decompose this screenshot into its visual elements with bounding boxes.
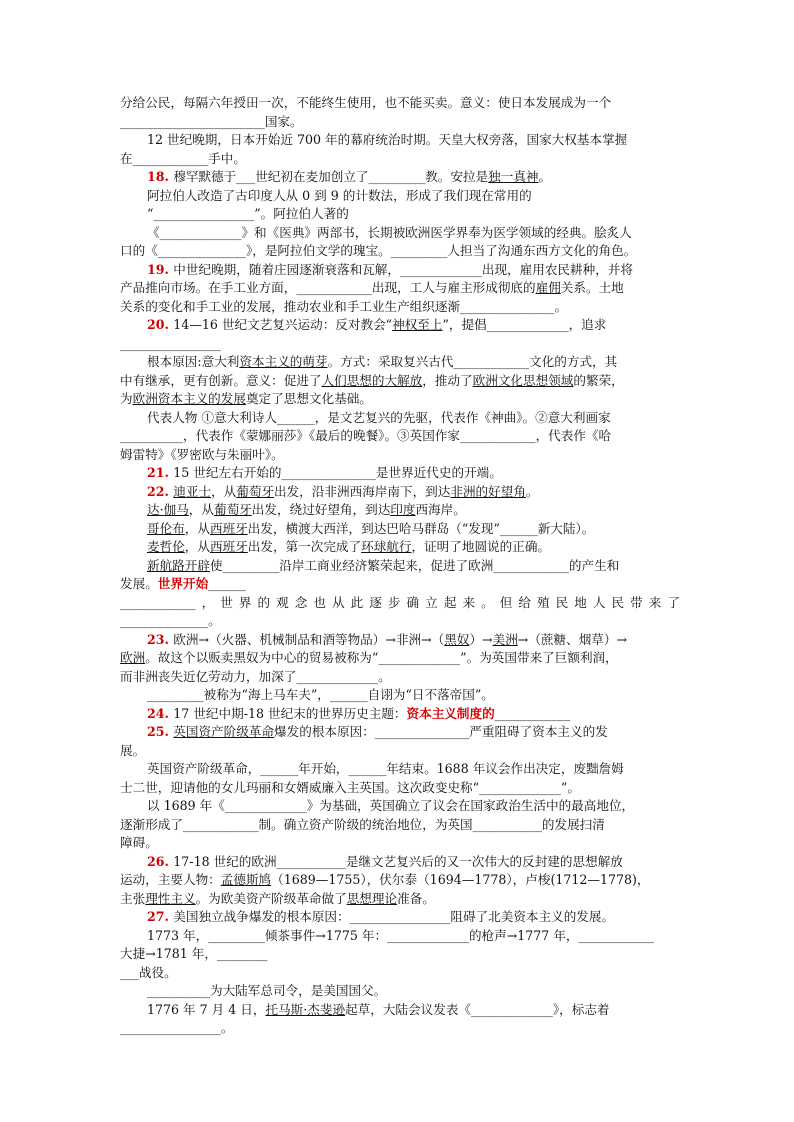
text-run: 在____________手中。 — [120, 150, 246, 166]
text-line — [120, 686, 680, 705]
underlined-term: 理性主义 — [145, 890, 196, 906]
text-run: ，从 — [184, 520, 210, 536]
text-run: 。故这个以贩卖黑奴为中心的贸易被称为“_____________”。为英国带来了巨额利润， — [145, 650, 618, 665]
underlined-term: 孟德斯鸠 — [220, 872, 272, 887]
text-line — [120, 816, 680, 835]
underlined-term: 西班牙 — [209, 539, 248, 554]
text-run: 出发，横渡大西洋，到达巴哈马群岛（“发现”______新大陆）。 — [247, 520, 595, 536]
text-run: 分给公民，每隔六年授田一次，不能终生使用，也不能买卖。意义：使日本发展成为一个 — [120, 95, 612, 110]
text-run: 产品推向市场。在手工业方面，____________出现，工人与雇主形成彻底的 — [120, 280, 536, 295]
underlined-term: 新航路开辟 — [147, 557, 210, 573]
text-run: 起草，大陆会议发表《_____________》，标志着 — [345, 1001, 610, 1017]
text-run: 12 世纪晚期，日本开始近 700 年的幕府统治时期。天皇大权旁落，国家大权基本掌握 — [147, 132, 628, 147]
text-run: 。方式：采取复兴古代____________文化的方式，其 — [327, 354, 618, 369]
text-run: ______________。 — [120, 613, 221, 628]
text-line — [120, 982, 680, 1001]
text-run: “________________”。阿拉伯人著的 — [147, 206, 349, 221]
text-run: 运动，主要人物： — [120, 872, 221, 887]
text-run: 中有继承，更有创新。意义：促进了 — [120, 372, 322, 388]
highlight-text: 22. — [147, 483, 174, 499]
text-run: 大捷→1781 年，________ — [120, 946, 268, 961]
text-run: 英国资产阶级革命，______年开始，______年结束。1688 年议会作出决定，废黜詹姆 — [147, 761, 624, 776]
text-run: 展。 — [120, 742, 146, 758]
underlined-term: 西班牙 — [209, 520, 248, 536]
text-run: ________________ — [120, 335, 221, 351]
text-line — [120, 705, 680, 724]
text-line — [120, 871, 680, 890]
text-line — [120, 853, 680, 872]
underlined-term: 美洲 — [492, 631, 518, 647]
underlined-term: 人们思想的大解放 — [321, 372, 423, 388]
text-line — [120, 131, 680, 150]
underlined-term: 英国资产阶级革命 — [173, 724, 275, 739]
text-run: 主张 — [120, 890, 146, 906]
text-run: 姆雷特》《罗密欧与朱丽叶》。 — [120, 446, 284, 462]
text-line — [120, 224, 680, 243]
text-run: （1689—1755），伏尔泰（1694—1778），卢梭(1712—1778)， — [271, 872, 650, 887]
underlined-term: 达·伽马 — [147, 502, 189, 517]
text-run: 欧洲→（火器、机械制品和酒等物品）→非洲→（ — [173, 631, 445, 647]
text-run: 《_____________》和《医典》两部书，长期被欧洲医学界奉为医学领域的经典。脍炙人 — [147, 224, 632, 240]
text-run: 士二世，迎请他的女儿玛丽和女婿威廉入主英国。这次政变史称“_____________”。 — [120, 779, 580, 795]
text-run: _________被称为“海上马车夫”，______自诩为“日不落帝国”。 — [147, 687, 494, 702]
underlined-term: 印度 — [390, 502, 416, 517]
text-line — [120, 742, 680, 761]
highlight-text: 27. — [147, 909, 174, 924]
text-line — [120, 612, 680, 631]
text-run: 美国独立战争爆发的根本原因：________________阻碍了北美资本主义的发展。 — [173, 909, 615, 924]
text-line — [120, 168, 680, 187]
underlined-term: 葡萄牙 — [236, 483, 275, 499]
text-run: 而非洲丧失近亿劳动力，加深了_____________。 — [120, 668, 391, 684]
text-line — [120, 150, 680, 169]
text-run: 中世纪晚期，随着庄园逐渐衰落和瓦解，_____________出现，雇用农民耕种，并将 — [173, 261, 633, 277]
text-run: ，从 — [211, 483, 237, 499]
text-run: 出发，绕过好望角，到达 — [251, 502, 391, 517]
text-run: 。 — [538, 169, 552, 184]
text-line — [120, 335, 680, 354]
highlight-text: 26. — [147, 853, 174, 869]
text-run: 。为欧美资产阶级革命做了 — [195, 890, 347, 906]
underlined-term: 哥伦布 — [147, 520, 185, 536]
text-line — [120, 575, 680, 594]
text-run: ，证明了地圆说的正确。 — [411, 539, 550, 554]
highlight-text: 21. — [147, 465, 174, 480]
highlight-text: 世界开始 — [157, 576, 209, 591]
text-line — [120, 797, 680, 816]
text-run: ________________。 — [120, 1020, 234, 1035]
text-run: 准备。 — [397, 890, 435, 906]
text-run: ，从 — [188, 502, 214, 517]
text-line — [120, 945, 680, 964]
text-run: 。 — [525, 483, 539, 499]
highlight-text: 24. — [147, 705, 174, 721]
text-run: 爆发的根本原因：_______________严重阻碍了资本主义的发 — [274, 724, 608, 739]
text-line — [120, 372, 680, 391]
highlight-text: 19. — [147, 261, 174, 277]
text-line — [120, 205, 680, 224]
text-line — [120, 446, 680, 465]
highlight-text: 18. — [147, 169, 174, 184]
text-run: 障碍。 — [120, 835, 158, 850]
text-run: 口的《______________》，是阿拉伯文学的瑰宝。_________人担当了沟通东西方文化的角色。 — [120, 243, 637, 258]
underlined-term: 神权至上 — [392, 317, 443, 332]
text-line — [120, 501, 680, 520]
text-run: 奠定了思想文化基础。 — [245, 391, 372, 406]
text-run: 代表人物 ①意大利诗人______，是文艺复兴的先驱，代表作《神曲》。②意大利画家 — [147, 409, 611, 425]
highlight-text: 23. — [147, 631, 174, 647]
text-run: ）→ — [469, 631, 493, 647]
text-run: →（蔗糖、烟草）→ — [517, 631, 628, 647]
text-line — [120, 316, 680, 335]
text-run: 1776 年 7 月 4 日， — [147, 1001, 266, 1017]
text-line — [120, 298, 680, 317]
text-line — [120, 279, 680, 298]
text-run: 逐渐形成了____________制。确立资产阶级的统治地位，为英国___________的发展扫清 — [120, 816, 605, 832]
text-run: 关系。土地 — [560, 280, 624, 295]
text-run: ____________ — [494, 705, 571, 721]
text-run: 出发，第一次完成了 — [247, 539, 362, 554]
text-run: ___战役。 — [120, 964, 177, 980]
text-run: 根本原因:意大利 — [147, 354, 240, 369]
text-line — [120, 390, 680, 409]
text-line — [120, 464, 680, 483]
text-line — [120, 427, 680, 446]
text-run: ”，提倡_____________，追求 — [442, 317, 607, 332]
underlined-term: 雇佣 — [535, 280, 561, 295]
text-line — [120, 760, 680, 779]
text-run: 15 世纪左右开始的_______________是世界近代史的开端。 — [173, 465, 502, 480]
text-run: 穆罕默德于___世纪初在麦加创立了_________教。安拉是 — [173, 169, 489, 184]
text-line — [120, 520, 680, 539]
underlined-term: 迪亚士 — [173, 483, 212, 499]
text-run: 阿拉伯人改造了古印度人从 0 到 9 的计数法，形成了我们现在常用的 — [147, 187, 532, 203]
text-run: __________，代表作《蒙娜丽莎》《最后的晚餐》。③英国作家____________，代表作《哈 — [120, 428, 612, 443]
text-line — [120, 834, 680, 853]
underlined-term: 欧洲文化思想领域 — [472, 372, 574, 388]
text-line — [120, 668, 680, 687]
underlined-term: 托马斯·杰斐逊 — [265, 1001, 346, 1017]
text-line — [120, 113, 680, 132]
text-line — [120, 908, 680, 927]
text-line — [120, 1019, 680, 1038]
text-run: 17 世纪中期-18 世纪末的世界历史主题： — [173, 705, 407, 721]
document-page — [120, 94, 680, 1038]
underlined-term: 欧洲资本主义的发展 — [132, 391, 246, 406]
text-run: 发展。 — [120, 576, 158, 591]
text-line — [120, 594, 680, 613]
text-line — [120, 538, 680, 557]
text-line — [120, 242, 680, 261]
text-run: __________为大陆军总司令，是美国国父。 — [147, 983, 387, 998]
text-run: 出发，沿非洲西海岸南下，到达 — [274, 483, 451, 499]
text-run: ____________，世界的观念也从此逐步确立起来。但给殖民地人民带来了 — [120, 594, 680, 610]
text-run: ，推动了 — [422, 372, 473, 388]
text-line — [120, 353, 680, 372]
text-run: 为 — [120, 391, 133, 406]
text-line — [120, 649, 680, 668]
text-line — [120, 557, 680, 576]
underlined-term: 资本主义的萌芽 — [239, 354, 328, 369]
text-run: 使_________沿岸工商业经济繁荣起来，促进了欧洲____________的产生和 — [209, 557, 620, 573]
highlight-text: 25. — [147, 724, 174, 739]
text-line — [120, 483, 680, 502]
text-line — [120, 1001, 680, 1020]
text-run: 17-18 世纪的欧洲___________是继文艺复兴后的又一次伟大的反封建的思想解放 — [173, 853, 623, 869]
text-line — [120, 927, 680, 946]
text-line — [120, 890, 680, 909]
underlined-term: 麦哲伦 — [147, 539, 185, 554]
text-line — [120, 94, 680, 113]
text-line — [120, 631, 680, 650]
underlined-term: 独一真神 — [488, 169, 539, 184]
underlined-term: 非洲的好望角 — [450, 483, 526, 499]
text-run: 14—16 世纪文艺复兴运动：反对教会“ — [173, 317, 393, 332]
text-run: 的繁荣， — [573, 372, 624, 388]
text-run: 西海岸。 — [415, 502, 466, 517]
text-run: ______ — [208, 576, 246, 591]
text-line — [120, 187, 680, 206]
text-line — [120, 723, 680, 742]
underlined-term: 思想理论 — [346, 890, 398, 906]
text-line — [120, 964, 680, 983]
text-run: 以 1689 年《_____________》为基础，英国确立了议会在国家政治生活中的最高地位， — [147, 798, 635, 813]
highlight-text: 20. — [147, 317, 174, 332]
text-line — [120, 261, 680, 280]
text-line — [120, 779, 680, 798]
underlined-term: 黑奴 — [444, 631, 470, 647]
text-run: 1773 年，_________倾茶事件→1775 年：_____________的枪声→1777 年，____________ — [147, 927, 655, 943]
text-run: _______________________国家。 — [120, 113, 303, 129]
highlight-text: 资本主义制度的 — [406, 705, 495, 721]
underlined-term: 葡萄牙 — [213, 502, 252, 517]
text-run: ，从 — [184, 539, 210, 554]
text-line — [120, 409, 680, 428]
text-run: 关系的变化和手工业的发展，推动农业和手工业生产组织逐渐_______________。 — [120, 298, 568, 314]
underlined-term: 欧洲 — [120, 650, 146, 665]
underlined-term: 环球航行 — [361, 539, 412, 554]
